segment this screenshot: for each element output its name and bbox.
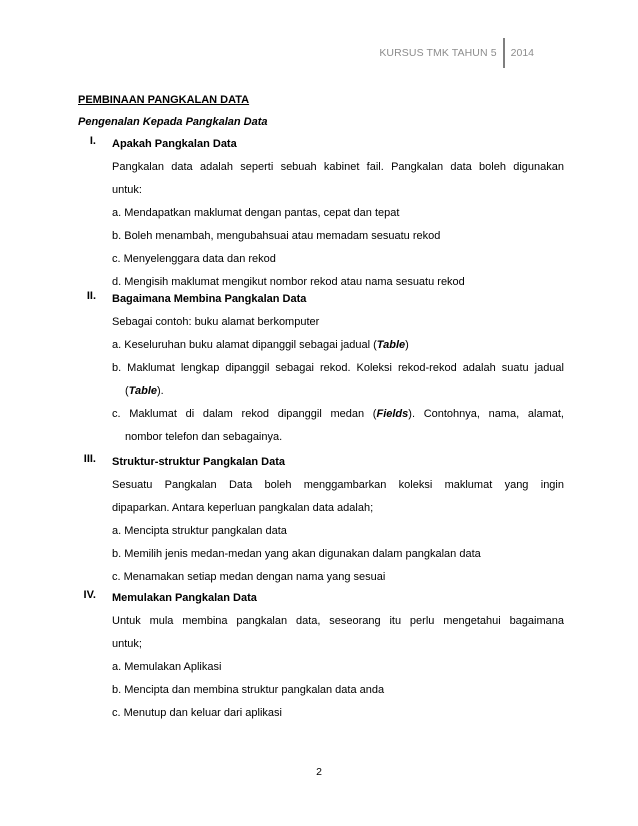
list-item-continuation [112, 381, 564, 401]
list-item: a. Mencipta struktur pangkalan data [112, 525, 287, 537]
list-item [112, 335, 564, 355]
list-item: b. Mencipta dan membina struktur pangkalan data anda [112, 684, 385, 696]
list-item: a. Mendapatkan maklumat dengan pantas, cepat dan tepat [112, 207, 400, 219]
header-year: 2014 [510, 47, 534, 59]
list-item: b. Memilih jenis medan-medan yang akan digunakan dalam pangkalan data [112, 548, 481, 560]
text-run: ). Contohnya, nama, alamat, [408, 408, 564, 420]
list-item: c. Menutup dan keluar dari aplikasi [112, 707, 282, 719]
section-heading: Memulakan Pangkalan Data [112, 592, 257, 604]
text-run: ) [405, 339, 409, 351]
section-body [112, 589, 564, 726]
list-item: d. Mengisih maklumat mengikut nombor rekod atau nama sesuatu rekod [112, 276, 465, 288]
section-heading: Apakah Pangkalan Data [112, 138, 237, 150]
paragraph-line: Pangkalan data adalah seperti sebuah kabinet fail. Pangkalan data boleh digunakan [112, 161, 564, 173]
page-header [379, 38, 534, 68]
header-title: KURSUS TMK TAHUN 5 [379, 47, 497, 59]
list-item: c. Menyelenggara data dan rekod [112, 253, 276, 265]
section-body [112, 453, 564, 590]
list-item: b. Boleh menambah, mengubahsuai atau memadam sesuatu rekod [112, 230, 441, 242]
paragraph-line: Sesuatu Pangkalan Data boleh menggambarkan koleksi maklumat yang ingin [112, 479, 564, 491]
paragraph-line: Untuk mula membina pangkalan data, seseorang itu perlu mengetahui bagaimana [112, 615, 564, 627]
section-number: IV. [83, 589, 96, 601]
text-run: ). [157, 385, 164, 397]
emphasis-text: Table [376, 339, 406, 351]
section-body [112, 135, 564, 295]
emphasis-text: Fields [376, 408, 409, 420]
section-heading: Struktur-struktur Pangkalan Data [112, 456, 285, 468]
emphasis-text: Table [128, 385, 157, 397]
list-item-continuation: nombor telefon dan sebagainya. [125, 431, 283, 443]
section-number: II. [86, 290, 96, 302]
section-number: III. [83, 453, 96, 465]
section-body [112, 290, 564, 450]
text-run: ( [125, 385, 129, 397]
section-number: I. [89, 135, 96, 147]
paragraph-line: Sebagai contoh: buku alamat berkomputer [112, 316, 320, 328]
document-subtitle: Pengenalan Kepada Pangkalan Data [78, 116, 268, 128]
paragraph-line: untuk; [112, 638, 142, 650]
section-heading: Bagaimana Membina Pangkalan Data [112, 293, 307, 305]
text-run: a. Keseluruhan buku alamat dipanggil sebagai jadual ( [112, 339, 377, 351]
list-item [112, 404, 564, 424]
page-number: 2 [316, 766, 322, 778]
paragraph-line: dipaparkan. Antara keperluan pangkalan data adalah; [112, 502, 374, 514]
paragraph-line: untuk: [112, 184, 142, 196]
document-title: PEMBINAAN PANGKALAN DATA [78, 94, 250, 106]
list-item: b. Maklumat lengkap dipanggil sebagai rekod. Koleksi rekod-rekod adalah suatu jadual [112, 362, 564, 374]
text-run: c. Maklumat di dalam rekod dipanggil medan ( [112, 408, 377, 420]
list-item: a. Memulakan Aplikasi [112, 661, 222, 673]
list-item: c. Menamakan setiap medan dengan nama yang sesuai [112, 571, 386, 583]
